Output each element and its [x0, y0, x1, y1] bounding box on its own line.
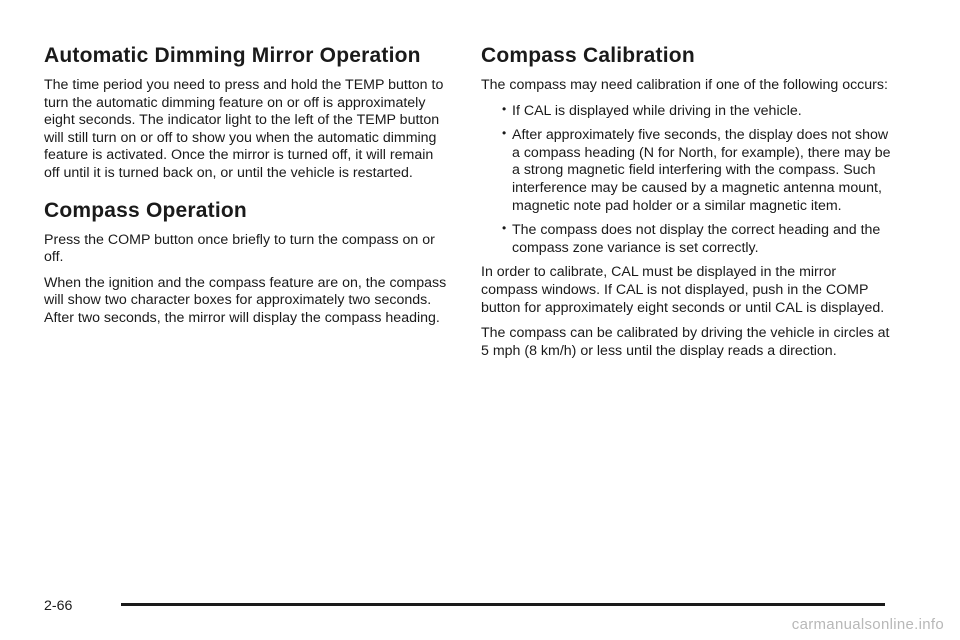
list-item: [481, 222, 893, 257]
bullet-icon: •: [502, 126, 507, 141]
heading-compass-operation: Compass Operation: [44, 198, 247, 222]
list-item-text: After approximately five seconds, the display does not show a compass heading (N for North, for example), there may be a strong magnetic field interfering with the compass. Such interference may be caused by a magnetic antenna mount, magnetic note pad holder or a similar magnetic item.: [512, 127, 891, 214]
paragraph-calibration-intro: The compass may need calibration if one of the following occurs:: [481, 77, 888, 93]
paragraph-comp-button: Press the COMP button once briefly to turn the compass on or off.: [44, 231, 435, 266]
page-number: 2-66: [44, 598, 73, 614]
paragraph-calibrate-driving-circles: The compass can be calibrated by driving the vehicle in circles at 5 mph (8 km/h) or less until the display reads a direction.: [481, 325, 890, 359]
paragraph-compass-character-boxes: When the ignition and the compass feature are on, the compass will show two character boxes for approximately two seconds. After two seconds, the mirror will display the compass heading.: [44, 274, 447, 326]
list-item: [481, 127, 893, 215]
left-column: [44, 44, 452, 336]
list-item-text: The compass does not display the correct heading and the compass zone variance is set correctly.: [512, 222, 881, 256]
list-item: [481, 103, 893, 121]
paragraph-calibrate-cal-display: In order to calibrate, CAL must be displayed in the mirror compass windows. If CAL is not displayed, push in the COMP button for approximately eight seconds or until CAL is displayed.: [481, 264, 885, 316]
list-item-text: If CAL is displayed while driving in the vehicle.: [512, 102, 802, 119]
heading-compass-calibration: Compass Calibration: [481, 44, 695, 67]
bullet-icon: •: [502, 221, 507, 236]
watermark-text: carmanualsonline.info: [791, 616, 944, 633]
footer-rule: [121, 603, 885, 606]
heading-automatic-dimming-mirror-operation: Automatic Dimming Mirror Operation: [44, 44, 421, 67]
paragraph-dimming-temp-button: The time period you need to press and hold the TEMP button to turn the automatic dimming feature on or off is approximately eight seconds. The indicator light to the left of the TEMP button will still turn on or off to show you when the automatic dimming feature is activated. Once the mirror is turned off, it will remain off until it is turned back on, or until the vehicle is restarted.: [44, 77, 444, 181]
calibration-conditions-list: [481, 103, 893, 258]
right-column: [481, 44, 893, 368]
bullet-icon: •: [502, 101, 507, 116]
